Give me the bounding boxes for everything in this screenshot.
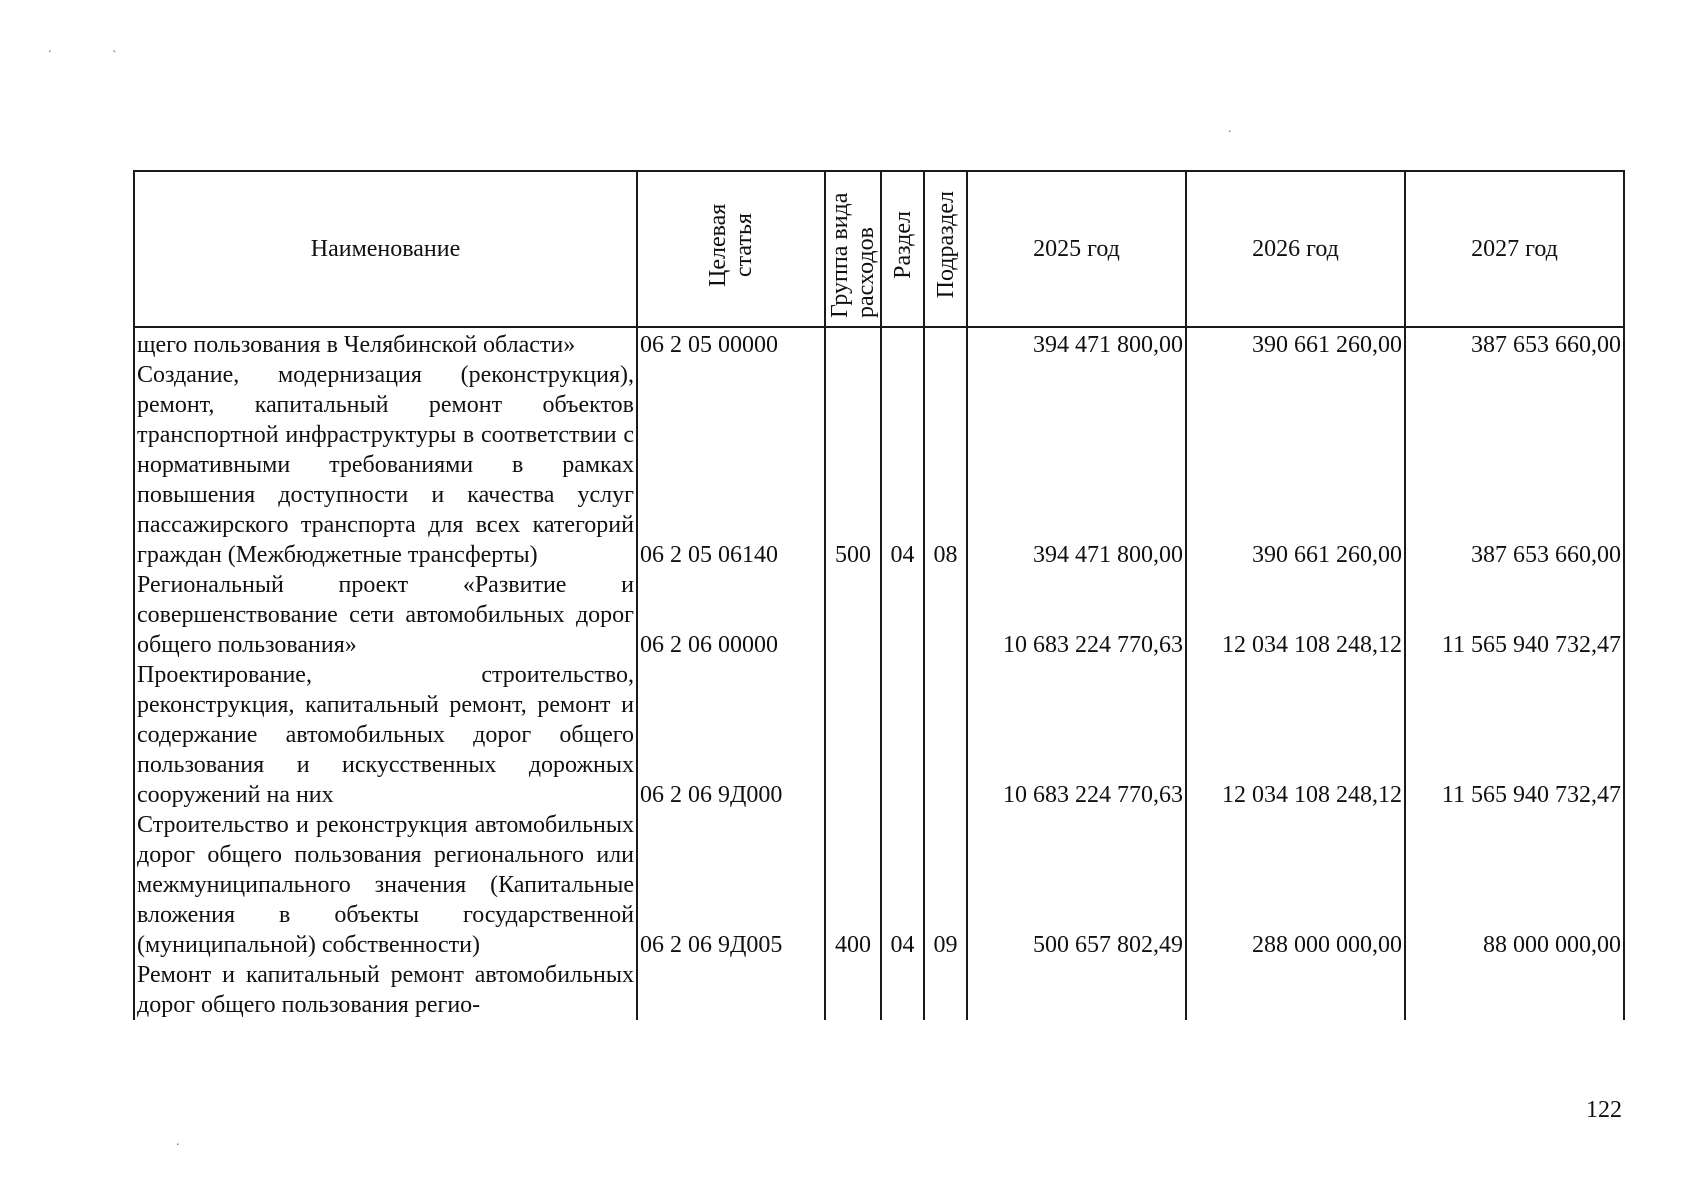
row-name: Ремонт и капитальный ремонт автомобильных дорог общего пользования регио- [134,960,637,1020]
scan-speck: . [48,41,52,56]
row-section: 04 [881,360,924,570]
row-amount-2027: 11 565 940 732,47 [1405,570,1624,660]
row-subsection: 09 [924,810,967,960]
table-header-row [134,171,1624,327]
row-amount-2027: 387 653 660,00 [1405,360,1624,570]
row-amount-2025: 500 657 802,49 [967,810,1186,960]
header-target-article-cell [637,171,825,327]
row-target-article: 06 2 05 00000 [637,327,825,360]
row-amount-2027: 11 565 940 732,47 [1405,660,1624,810]
scan-speck: . [1228,121,1232,136]
header-target-article: Целевая статья [705,203,757,287]
row-amount-2025: 394 471 800,00 [967,327,1186,360]
row-subsection [924,960,967,1020]
row-subsection [924,570,967,660]
header-section-cell [881,171,924,327]
row-subsection [924,327,967,360]
row-expense-group: 500 [825,360,881,570]
row-expense-group [825,327,881,360]
row-section [881,327,924,360]
row-name: Проектирование, строительство, реконструкция, капитальный ремонт, ремонт и содержание автомобильных дорог общего пользования и искусственных дорожных сооружений на них [134,660,637,810]
table-row [134,660,1624,810]
table-row [134,810,1624,960]
row-amount-2026: 12 034 108 248,12 [1186,660,1405,810]
row-subsection [924,660,967,810]
page-number: 122 [1586,1097,1622,1123]
row-expense-group [825,570,881,660]
row-expense-group [825,960,881,1020]
row-amount-2027: 387 653 660,00 [1405,327,1624,360]
table-row [134,960,1624,1020]
table-row [134,570,1624,660]
row-name: Региональный проект «Развитие и совершенствование сети автомобильных дорог общего пользования» [134,570,637,660]
row-amount-2026: 390 661 260,00 [1186,327,1405,360]
row-section: 04 [881,810,924,960]
header-year-2025: 2025 год [967,171,1186,327]
row-amount-2027 [1405,960,1624,1020]
row-amount-2026: 12 034 108 248,12 [1186,570,1405,660]
header-name: Наименование [134,171,637,327]
row-target-article: 06 2 06 00000 [637,570,825,660]
row-section [881,960,924,1020]
row-target-article: 06 2 05 06140 [637,360,825,570]
row-amount-2025: 394 471 800,00 [967,360,1186,570]
row-target-article: 06 2 06 9Д000 [637,660,825,810]
scan-speck: ` [112,49,117,64]
row-section [881,570,924,660]
row-target-article [637,960,825,1020]
row-amount-2025 [967,960,1186,1020]
row-name: щего пользования в Челябинской области» [134,327,637,360]
header-year-2026: 2026 год [1186,171,1405,327]
row-amount-2026: 288 000 000,00 [1186,810,1405,960]
row-expense-group: 400 [825,810,881,960]
row-subsection: 08 [924,360,967,570]
row-amount-2025: 10 683 224 770,63 [967,570,1186,660]
row-amount-2027: 88 000 000,00 [1405,810,1624,960]
scan-speck: . [176,1134,180,1149]
header-year-2027: 2027 год [1405,171,1624,327]
table-row [134,360,1624,570]
row-amount-2026: 390 661 260,00 [1186,360,1405,570]
header-subsection: Подраздел [932,191,959,299]
row-section [881,660,924,810]
row-name: Строительство и реконструкция автомобильных дорог общего пользования регионального или межмуниципального значения (Капитальные вложения в объекты государственной (муниципальной) собственности) [134,810,637,960]
row-expense-group [825,660,881,810]
row-name: Создание, модернизация (реконструкция), ремонт, капитальный ремонт объектов транспортной инфраструктуры в соответствии с нормативными требованиями в рамках повышения доступности и качества услуг пассажирского транспорта для всех категорий граждан (Межбюджетные трансферты) [134,360,637,570]
header-section: Раздел [889,211,916,279]
header-expense-group-cell [825,171,881,327]
header-subsection-cell [924,171,967,327]
row-target-article: 06 2 06 9Д005 [637,810,825,960]
header-expense-group: Группа вида расходов [827,192,879,318]
table-row [134,327,1624,360]
budget-table [133,170,1625,1020]
row-amount-2026 [1186,960,1405,1020]
row-amount-2025: 10 683 224 770,63 [967,660,1186,810]
